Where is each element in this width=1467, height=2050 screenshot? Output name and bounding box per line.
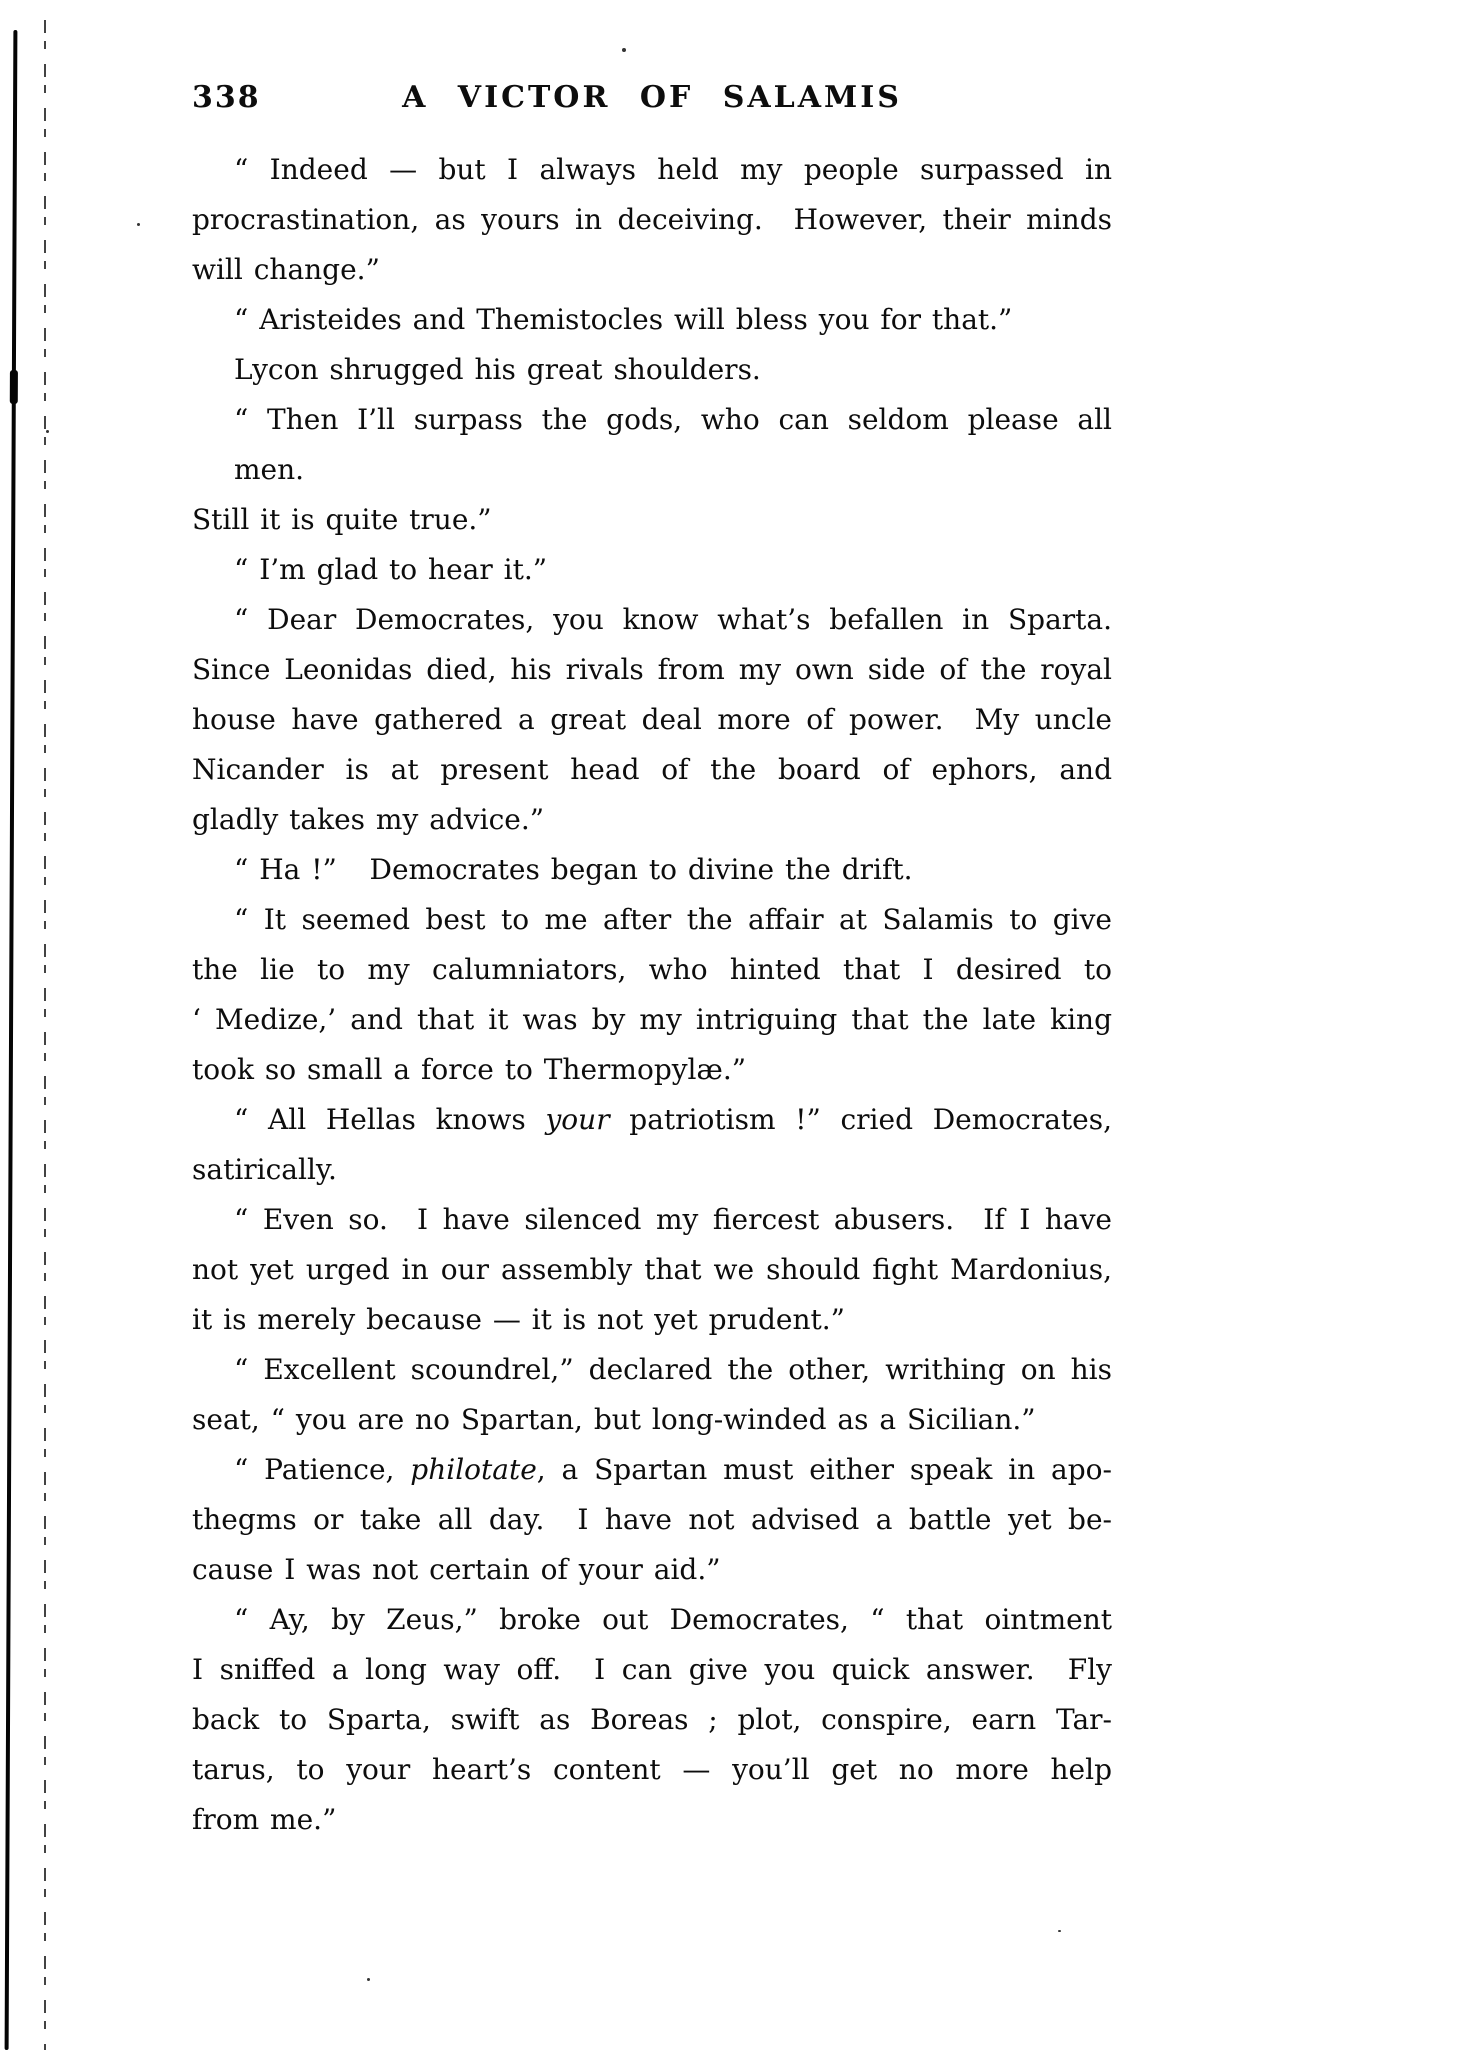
paragraph — [192, 295, 1112, 345]
text-line — [192, 1495, 1112, 1545]
italic-text: your — [545, 1103, 610, 1136]
scan-speck — [137, 223, 140, 226]
text-line — [192, 995, 1112, 1045]
text-segment: cause I was not certain of your aid.” — [192, 1553, 721, 1586]
paragraph — [192, 345, 1112, 395]
paragraph — [192, 1345, 1112, 1445]
text-segment: took so small a force to Thermopylæ.” — [192, 1053, 747, 1086]
paragraph — [192, 1195, 1112, 1345]
text-segment: “ Then I’ll surpass the gods, who can seldom please all men. — [234, 403, 1112, 486]
text-segment: “ It seemed best to me after the affair at Salamis to give — [234, 903, 1112, 936]
text-segment: house have gathered a great deal more of power. My uncle — [192, 703, 1112, 736]
text-segment: , a Spartan must either speak in apo- — [536, 1453, 1112, 1486]
text-segment: “ Indeed — but I always held my people surpassed in — [234, 153, 1112, 186]
text-line — [192, 1145, 1112, 1195]
text-segment: Still it is quite true.” — [192, 503, 492, 536]
text-line — [192, 345, 1112, 395]
paragraph — [192, 1595, 1112, 1845]
text-line — [192, 195, 1112, 245]
paragraph — [192, 1095, 1112, 1195]
text-line — [192, 1645, 1112, 1695]
text-segment: from me.” — [192, 1803, 337, 1836]
scan-speck — [622, 48, 626, 52]
paragraph — [192, 895, 1112, 1095]
text-segment: gladly takes my advice.” — [192, 803, 545, 836]
text-segment: Since Leonidas died, his rivals from my own side of the royal — [192, 653, 1112, 686]
text-segment: thegms or take all day. I have not advised a battle yet be- — [192, 1503, 1112, 1536]
text-segment: not yet urged in our assembly that we should fight Mardonius, — [192, 1253, 1112, 1286]
text-segment: ‘ Medize,’ and that it was by my intriguing that the late king — [192, 1003, 1112, 1036]
text-line — [192, 145, 1112, 195]
text-line — [192, 1195, 1112, 1245]
text-segment: “ I’m glad to hear it.” — [234, 553, 548, 586]
text-line — [192, 1795, 1112, 1845]
paragraph — [192, 595, 1112, 845]
text-line — [192, 1545, 1112, 1595]
text-segment: tarus, to your heart’s content — you’ll get no more help — [192, 1753, 1112, 1786]
running-header — [192, 80, 1112, 115]
text-segment: satirically. — [192, 1153, 337, 1186]
text-segment: Lycon shrugged his great shoulders. — [234, 353, 761, 386]
text-line — [192, 1445, 1112, 1495]
text-segment: “ Ha !” Democrates began to divine the drift. — [234, 853, 913, 886]
italic-text: philotate — [410, 1453, 537, 1486]
text-line — [192, 1745, 1112, 1795]
text-segment: patriotism !” cried Democrates, — [609, 1103, 1113, 1136]
binding-line-outer — [5, 30, 18, 2050]
paragraph — [192, 545, 1112, 595]
text-segment: the lie to my calumniators, who hinted that I desired to — [192, 953, 1112, 986]
text-segment: “ Excellent scoundrel,” declared the other, writhing on his — [234, 1353, 1112, 1386]
text-line — [192, 795, 1112, 845]
paragraph — [192, 1445, 1112, 1595]
text-segment: Nicander is at present head of the board of ephors, and — [192, 753, 1112, 786]
text-segment: seat, “ you are no Spartan, but long-winded as a Sicilian.” — [192, 1403, 1036, 1436]
running-title: A VICTOR OF SALAMIS — [402, 80, 902, 115]
text-line — [192, 895, 1112, 945]
text-segment: it is merely because — it is not yet prudent.” — [192, 1303, 845, 1336]
text-segment: “ Ay, by Zeus,” broke out Democrates, “ that ointment — [234, 1603, 1112, 1636]
text-line — [192, 1595, 1112, 1645]
text-line — [192, 1395, 1112, 1445]
text-line — [192, 1045, 1112, 1095]
text-segment: procrastination, as yours in deceiving. However, their minds — [192, 203, 1112, 236]
paragraph — [192, 145, 1112, 295]
text-line — [192, 1695, 1112, 1745]
text-line — [192, 495, 1112, 545]
binding-line-inner — [44, 20, 46, 2050]
text-line — [192, 1095, 1112, 1145]
page-number: 338 — [192, 80, 261, 115]
text-segment: “ Dear Democrates, you know what’s befallen in Sparta. — [234, 603, 1112, 636]
text-line — [192, 295, 1112, 345]
text-segment: “ All Hellas knows — [234, 1103, 546, 1136]
text-segment: will change.” — [192, 253, 380, 286]
page-text — [192, 145, 1112, 1845]
text-line — [192, 1345, 1112, 1395]
text-segment: back to Sparta, swift as Boreas ; plot, conspire, earn Tar- — [192, 1703, 1112, 1736]
text-segment: “ Patience, — [234, 1453, 411, 1486]
scan-speck — [367, 1978, 370, 1981]
text-line — [192, 1245, 1112, 1295]
text-line — [192, 595, 1112, 645]
scan-speck — [46, 430, 49, 433]
text-line — [192, 395, 1112, 495]
text-line — [192, 645, 1112, 695]
text-line — [192, 945, 1112, 995]
text-line — [192, 695, 1112, 745]
paragraph — [192, 395, 1112, 545]
text-line — [192, 245, 1112, 295]
text-line — [192, 545, 1112, 595]
text-segment: I sniffed a long way off. I can give you quick answer. Fly — [192, 1653, 1112, 1686]
text-segment: “ Aristeides and Themistocles will bless you for that.” — [234, 303, 1013, 336]
paragraph — [192, 845, 1112, 895]
text-line — [192, 845, 1112, 895]
scan-speck — [1058, 1930, 1061, 1932]
text-line — [192, 1295, 1112, 1345]
text-segment: “ Even so. I have silenced my fiercest abusers. If I have — [234, 1203, 1112, 1236]
text-line — [192, 745, 1112, 795]
